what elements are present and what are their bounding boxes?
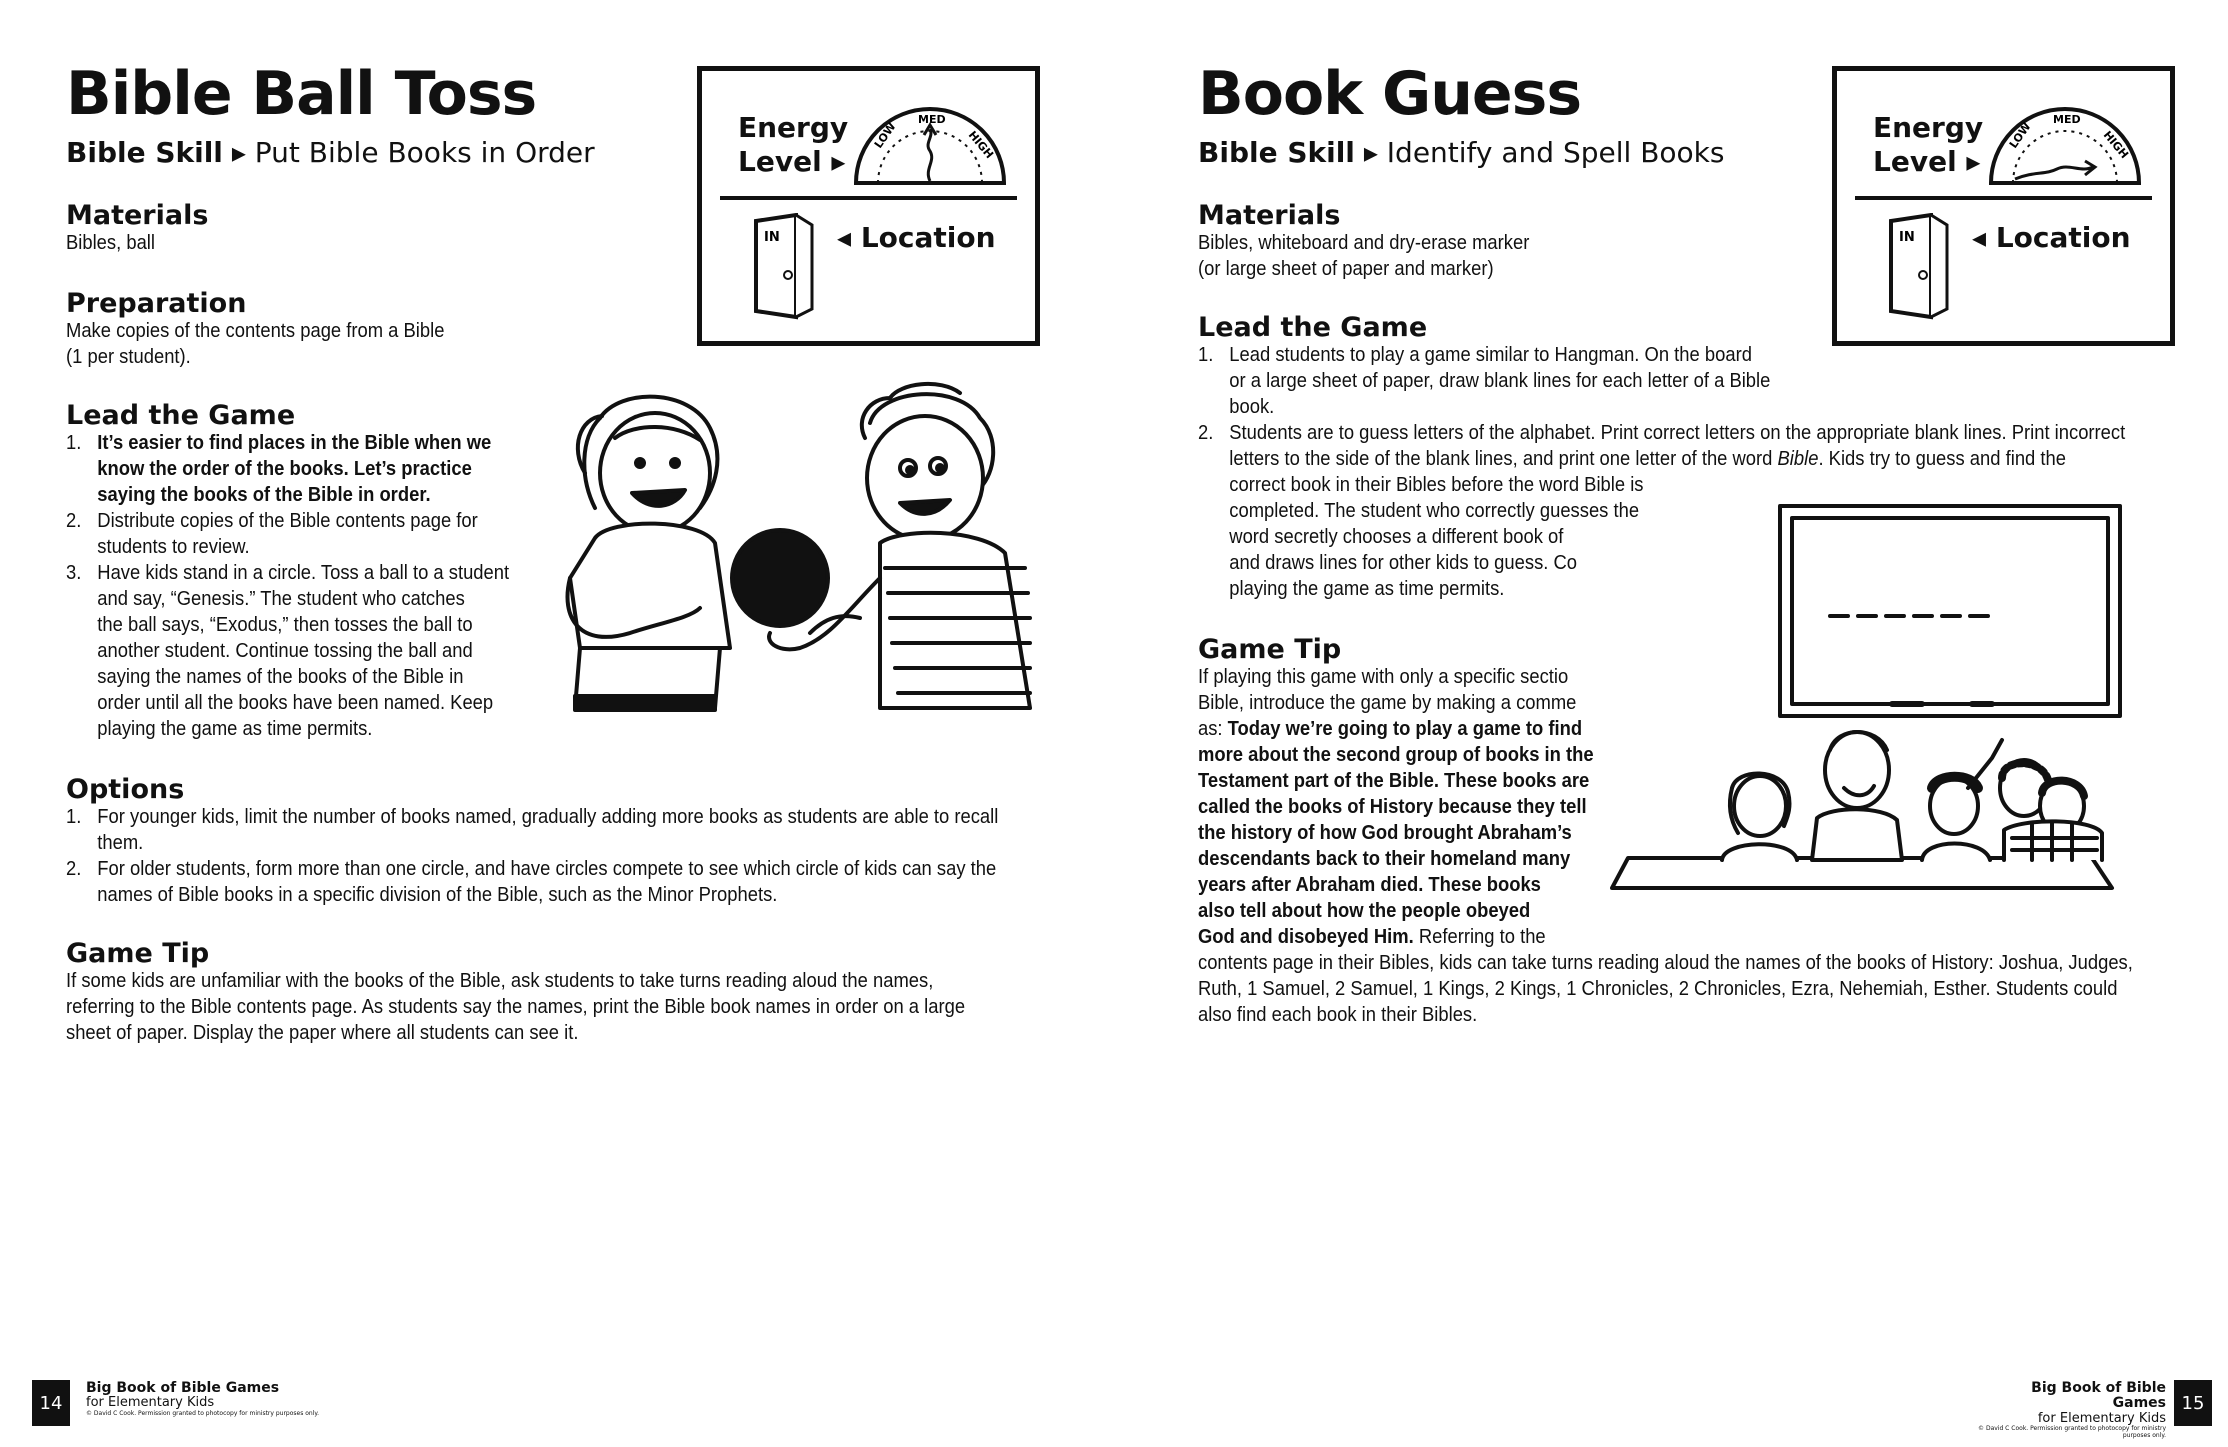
triangle-left-icon: ◂ — [1972, 221, 1987, 254]
left-footer: Big Book of Bible Games for Elementary Kids © David C Cook. Permission granted to photocopy for ministry purposes only. — [86, 1380, 320, 1417]
right-materials-heading: Materials — [1198, 200, 1341, 231]
right-skill-label: Bible Skill — [1198, 136, 1355, 169]
right-footer: Big Book of Bible Games for Elementary Kids © David C Cook. Permission granted to photocopy for ministry purposes only. — [1978, 1380, 2166, 1439]
right-page-number: 15 — [2174, 1380, 2212, 1426]
door-icon — [750, 213, 820, 323]
right-location-label: ◂ Location — [1972, 221, 2131, 254]
left-preparation-heading: Preparation — [66, 288, 247, 319]
triangle-right-icon: ▸ — [831, 145, 846, 178]
door-in-label: IN — [764, 230, 780, 245]
gauge-low-label: LOW — [2006, 120, 2034, 151]
right-bible-skill — [1198, 136, 1724, 169]
right-page-title: Book Guess — [1198, 59, 1582, 129]
gauge-high-label: HIGH — [965, 128, 996, 162]
left-page-number: 14 — [32, 1380, 70, 1426]
right-skill-value: Identify and Spell Books — [1386, 136, 1725, 169]
list-item: 1. Lead students to play a game similar to Hangman. On the board or a large sheet of paper, draw blank lines for each letter of a Bible book. — [1198, 344, 1771, 418]
left-page-title: Bible Ball Toss — [66, 59, 537, 129]
left-preparation-text: Make copies of the contents page from a Bible (1 per student). — [66, 320, 445, 368]
right-tip-text: If playing this game with only a specific sectio Bible, introduce the game by making a comme as: Today we’re going to play a game to find more about the second group of books in the Testament part of the Bible. These books are called the books of History because they tell the history of how God brought Abraham’s descendants back to their homeland many years after Abraham died. These books also tell about how the people obeyed God and disobeyed Him. Referring to the contents page in their Bibles, kids can take turns reading aloud the names of the books of History: Joshua, Judges, Ruth, 1 Samuel, 2 Samuel, 1 Kings, 2 Kings, 1 Chronicles, 2 Chronicles, Ezra, Nehemiah, Esther. Students could also find each book in their Bibles. — [1198, 666, 2133, 1026]
triangle-right-icon: ▸ — [1363, 136, 1378, 169]
left-skill-label: Bible Skill — [66, 136, 223, 169]
left-activity-info-box — [697, 66, 1040, 346]
triangle-right-icon: ▸ — [1966, 145, 1981, 178]
left-materials-heading: Materials — [66, 200, 209, 231]
left-lead-heading: Lead the Game — [66, 400, 296, 431]
door-icon — [1885, 213, 1955, 323]
gauge-high-label: HIGH — [2100, 128, 2131, 162]
energy-gauge-icon — [850, 99, 1010, 187]
left-options-list — [66, 804, 998, 908]
door-in-label: IN — [1899, 230, 1915, 245]
info-box-divider — [720, 196, 1017, 200]
left-tip-text: If some kids are unfamiliar with the books of the Bible, ask students to take turns reading aloud the names, referring to the Bible contents page. As students say the names, print the Bible book names in order on a large sheet of paper. Display the paper where all students can see it. — [66, 970, 966, 1044]
kids-ball-toss-illustration — [540, 378, 1040, 728]
left-lead-list — [66, 430, 509, 742]
list-item: 1. For younger kids, limit the number of books named, gradually adding more books as students are able to recall them. — [66, 806, 999, 854]
gauge-med-label: MED — [2053, 113, 2081, 126]
info-box-divider — [1855, 196, 2152, 200]
list-item: 2. Students are to guess letters of the alphabet. Print correct letters on the appropriate blank lines. Print incorrect letters to the side of the blank lines, and print one letter of the word Bible. Kids try to guess and find the correct book in their Bibles before the word Bible is completed. The student who correctly guesses the word secretly chooses a different book of and draws lines for other kids to guess. Co playing the game as time permits. — [1198, 422, 2126, 600]
left-energy-label: Energy Level ▸ — [738, 111, 849, 178]
left-location-label: ◂ Location — [837, 221, 996, 254]
triangle-left-icon: ◂ — [837, 221, 852, 254]
triangle-right-icon: ▸ — [231, 136, 246, 169]
right-page — [1114, 0, 2228, 1447]
list-item: 1. It’s easier to find places in the Bible when we know the order of the books. Let’s practice saying the books of the Bible in order. — [66, 432, 492, 506]
right-energy-label: Energy Level ▸ — [1873, 111, 1984, 178]
energy-gauge-icon — [1985, 99, 2145, 187]
classroom-whiteboard-illustration — [1592, 488, 2132, 928]
list-item: 2. For older students, form more than one circle, and have circles compete to see which circle of kids can say the names of Bible books in a specific division of the Bible, such as the Minor Prophets. — [66, 858, 997, 906]
list-item: 2. Distribute copies of the Bible contents page for students to review. — [66, 510, 478, 558]
left-bible-skill — [66, 136, 595, 169]
list-item: 3. Have kids stand in a circle. Toss a ball to a student and say, “Genesis.” The student who catches the ball says, “Exodus,” then tosses the ball to another student. Continue tossing the ball and saying the names of the books of the Bible in order until all the books have been named. Keep playing the game as time permits. — [66, 562, 510, 740]
right-lead-heading: Lead the Game — [1198, 312, 1428, 343]
left-materials-text: Bibles, ball — [66, 232, 155, 254]
right-tip-heading: Game Tip — [1198, 634, 1342, 665]
gauge-med-label: MED — [918, 113, 946, 126]
left-options-heading: Options — [66, 774, 185, 805]
left-tip-heading: Game Tip — [66, 938, 210, 969]
gauge-low-label: LOW — [871, 120, 899, 151]
left-skill-value: Put Bible Books in Order — [254, 136, 595, 169]
right-materials-text: Bibles, whiteboard and dry-erase marker (or large sheet of paper and marker) — [1198, 232, 1530, 280]
right-activity-info-box — [1832, 66, 2175, 346]
